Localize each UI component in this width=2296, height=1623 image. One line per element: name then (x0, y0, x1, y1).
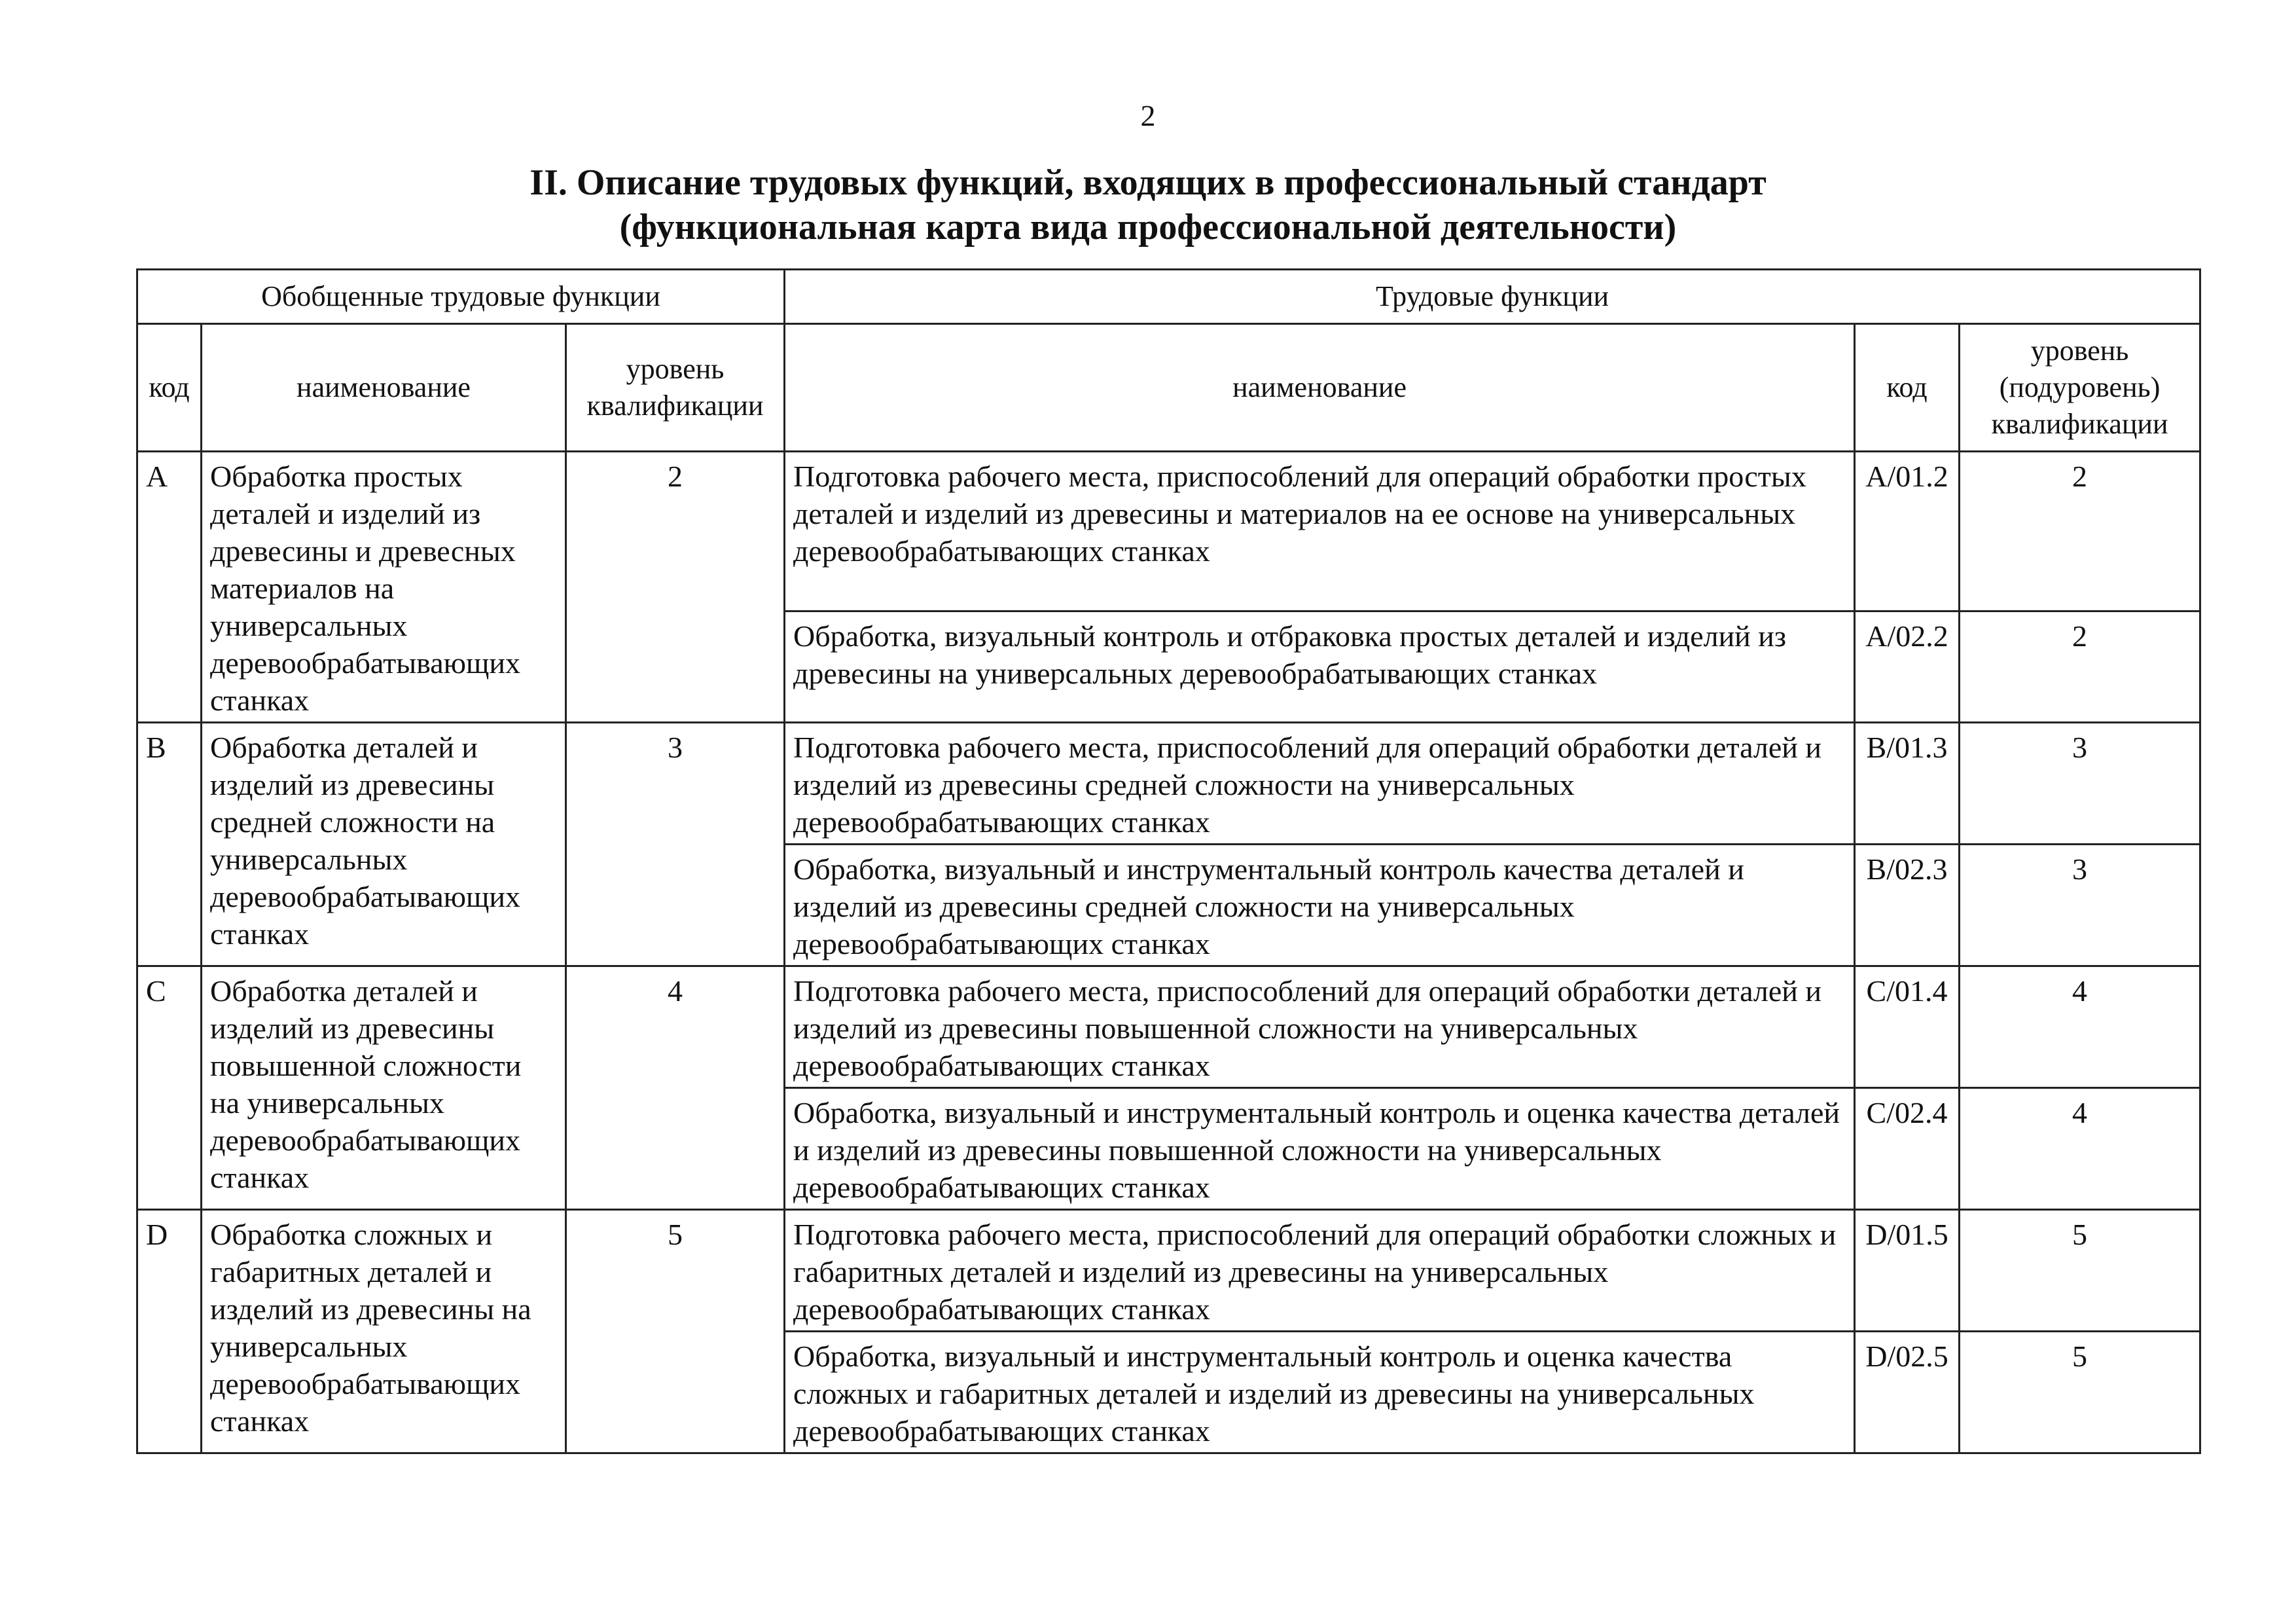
otf-code: B (137, 723, 202, 966)
tf-code: C/01.4 (1855, 966, 1960, 1088)
tf-name: Обработка, визуальный контроль и отбраковка простых деталей и изделий из древесины на универсальных деревообрабатывающих станках (785, 611, 1855, 723)
table-body (137, 270, 2200, 1453)
tf-level: 2 (1960, 611, 2200, 723)
functional-map-table (136, 268, 2201, 1454)
section-title (0, 160, 2296, 249)
tf-level: 3 (1960, 845, 2200, 966)
tf-name: Подготовка рабочего места, приспособлений для операций обработки деталей и изделий из древесины повышенной сложности на универсальных деревообрабатывающих станках (785, 966, 1855, 1088)
tf-name: Подготовка рабочего места, приспособлений для операций обработки простых деталей и изделий из древесины и материалов на ее основе на универсальных деревообрабатывающих станках (785, 452, 1855, 611)
otf-level: 5 (566, 1210, 785, 1453)
col-header-otf-name: наименование (202, 324, 566, 452)
tf-level: 4 (1960, 1088, 2200, 1210)
otf-level: 4 (566, 966, 785, 1210)
otf-name: Обработка простых деталей и изделий из древесины и древесных материалов на универсальных деревообрабатывающих станках (202, 452, 566, 723)
otf-code: A (137, 452, 202, 723)
tf-code: D/01.5 (1855, 1210, 1960, 1332)
tf-code: C/02.4 (1855, 1088, 1960, 1210)
header-labor-functions: Трудовые функции (785, 270, 2200, 324)
tf-code: D/02.5 (1855, 1332, 1960, 1453)
tf-level: 2 (1960, 452, 2200, 611)
otf-level: 3 (566, 723, 785, 966)
table-row (137, 966, 2200, 1088)
otf-code: D (137, 1210, 202, 1453)
page-number: 2 (1140, 99, 1156, 132)
col-header-tf-level: уровень (подуровень) квалификации (1960, 324, 2200, 452)
tf-level: 3 (1960, 723, 2200, 845)
otf-code: C (137, 966, 202, 1210)
tf-code: B/02.3 (1855, 845, 1960, 966)
section-title-line-1: II. Описание трудовых функций, входящих в профессиональный стандарт (529, 162, 1767, 203)
tf-name: Обработка, визуальный и инструментальный контроль и оценка качества деталей и изделий из древесины повышенной сложности на универсальных деревообрабатывающих станках (785, 1088, 1855, 1210)
tf-name: Подготовка рабочего места, приспособлений для операций обработки деталей и изделий из древесины средней сложности на универсальных деревообрабатывающих станках (785, 723, 1855, 845)
table-row (137, 452, 2200, 611)
col-header-otf-code: код (137, 324, 202, 452)
tf-name: Подготовка рабочего места, приспособлений для операций обработки сложных и габаритных деталей и изделий из древесины на универсальных деревообрабатывающих станках (785, 1210, 1855, 1332)
tf-level: 4 (1960, 966, 2200, 1088)
tf-name: Обработка, визуальный и инструментальный контроль и оценка качества сложных и габаритных деталей и изделий из древесины на универсальных деревообрабатывающих станках (785, 1332, 1855, 1453)
tf-level: 5 (1960, 1332, 2200, 1453)
tf-code: A/01.2 (1855, 452, 1960, 611)
table-row (137, 1210, 2200, 1332)
col-header-otf-level: уровень квалификации (566, 324, 785, 452)
otf-name: Обработка деталей и изделий из древесины повышенной сложности на универсальных деревообрабатывающих станках (202, 966, 566, 1210)
col-header-tf-name: наименование (785, 324, 1855, 452)
tf-code: B/01.3 (1855, 723, 1960, 845)
section-title-line-2: (функциональная карта вида профессиональной деятельности) (619, 207, 1677, 247)
header-group-row (137, 270, 2200, 324)
otf-name: Обработка сложных и габаритных деталей и изделий из древесины на универсальных деревообрабатывающих станках (202, 1210, 566, 1453)
header-columns-row (137, 324, 2200, 452)
tf-level: 5 (1960, 1210, 2200, 1332)
tf-name: Обработка, визуальный и инструментальный контроль качества деталей и изделий из древесины средней сложности на универсальных деревообрабатывающих станках (785, 845, 1855, 966)
col-header-tf-code: код (1855, 324, 1960, 452)
tf-code: A/02.2 (1855, 611, 1960, 723)
table-row (137, 723, 2200, 845)
otf-level: 2 (566, 452, 785, 723)
header-generalized-functions: Обобщенные трудовые функции (137, 270, 785, 324)
otf-name: Обработка деталей и изделий из древесины средней сложности на универсальных деревообрабатывающих станках (202, 723, 566, 966)
